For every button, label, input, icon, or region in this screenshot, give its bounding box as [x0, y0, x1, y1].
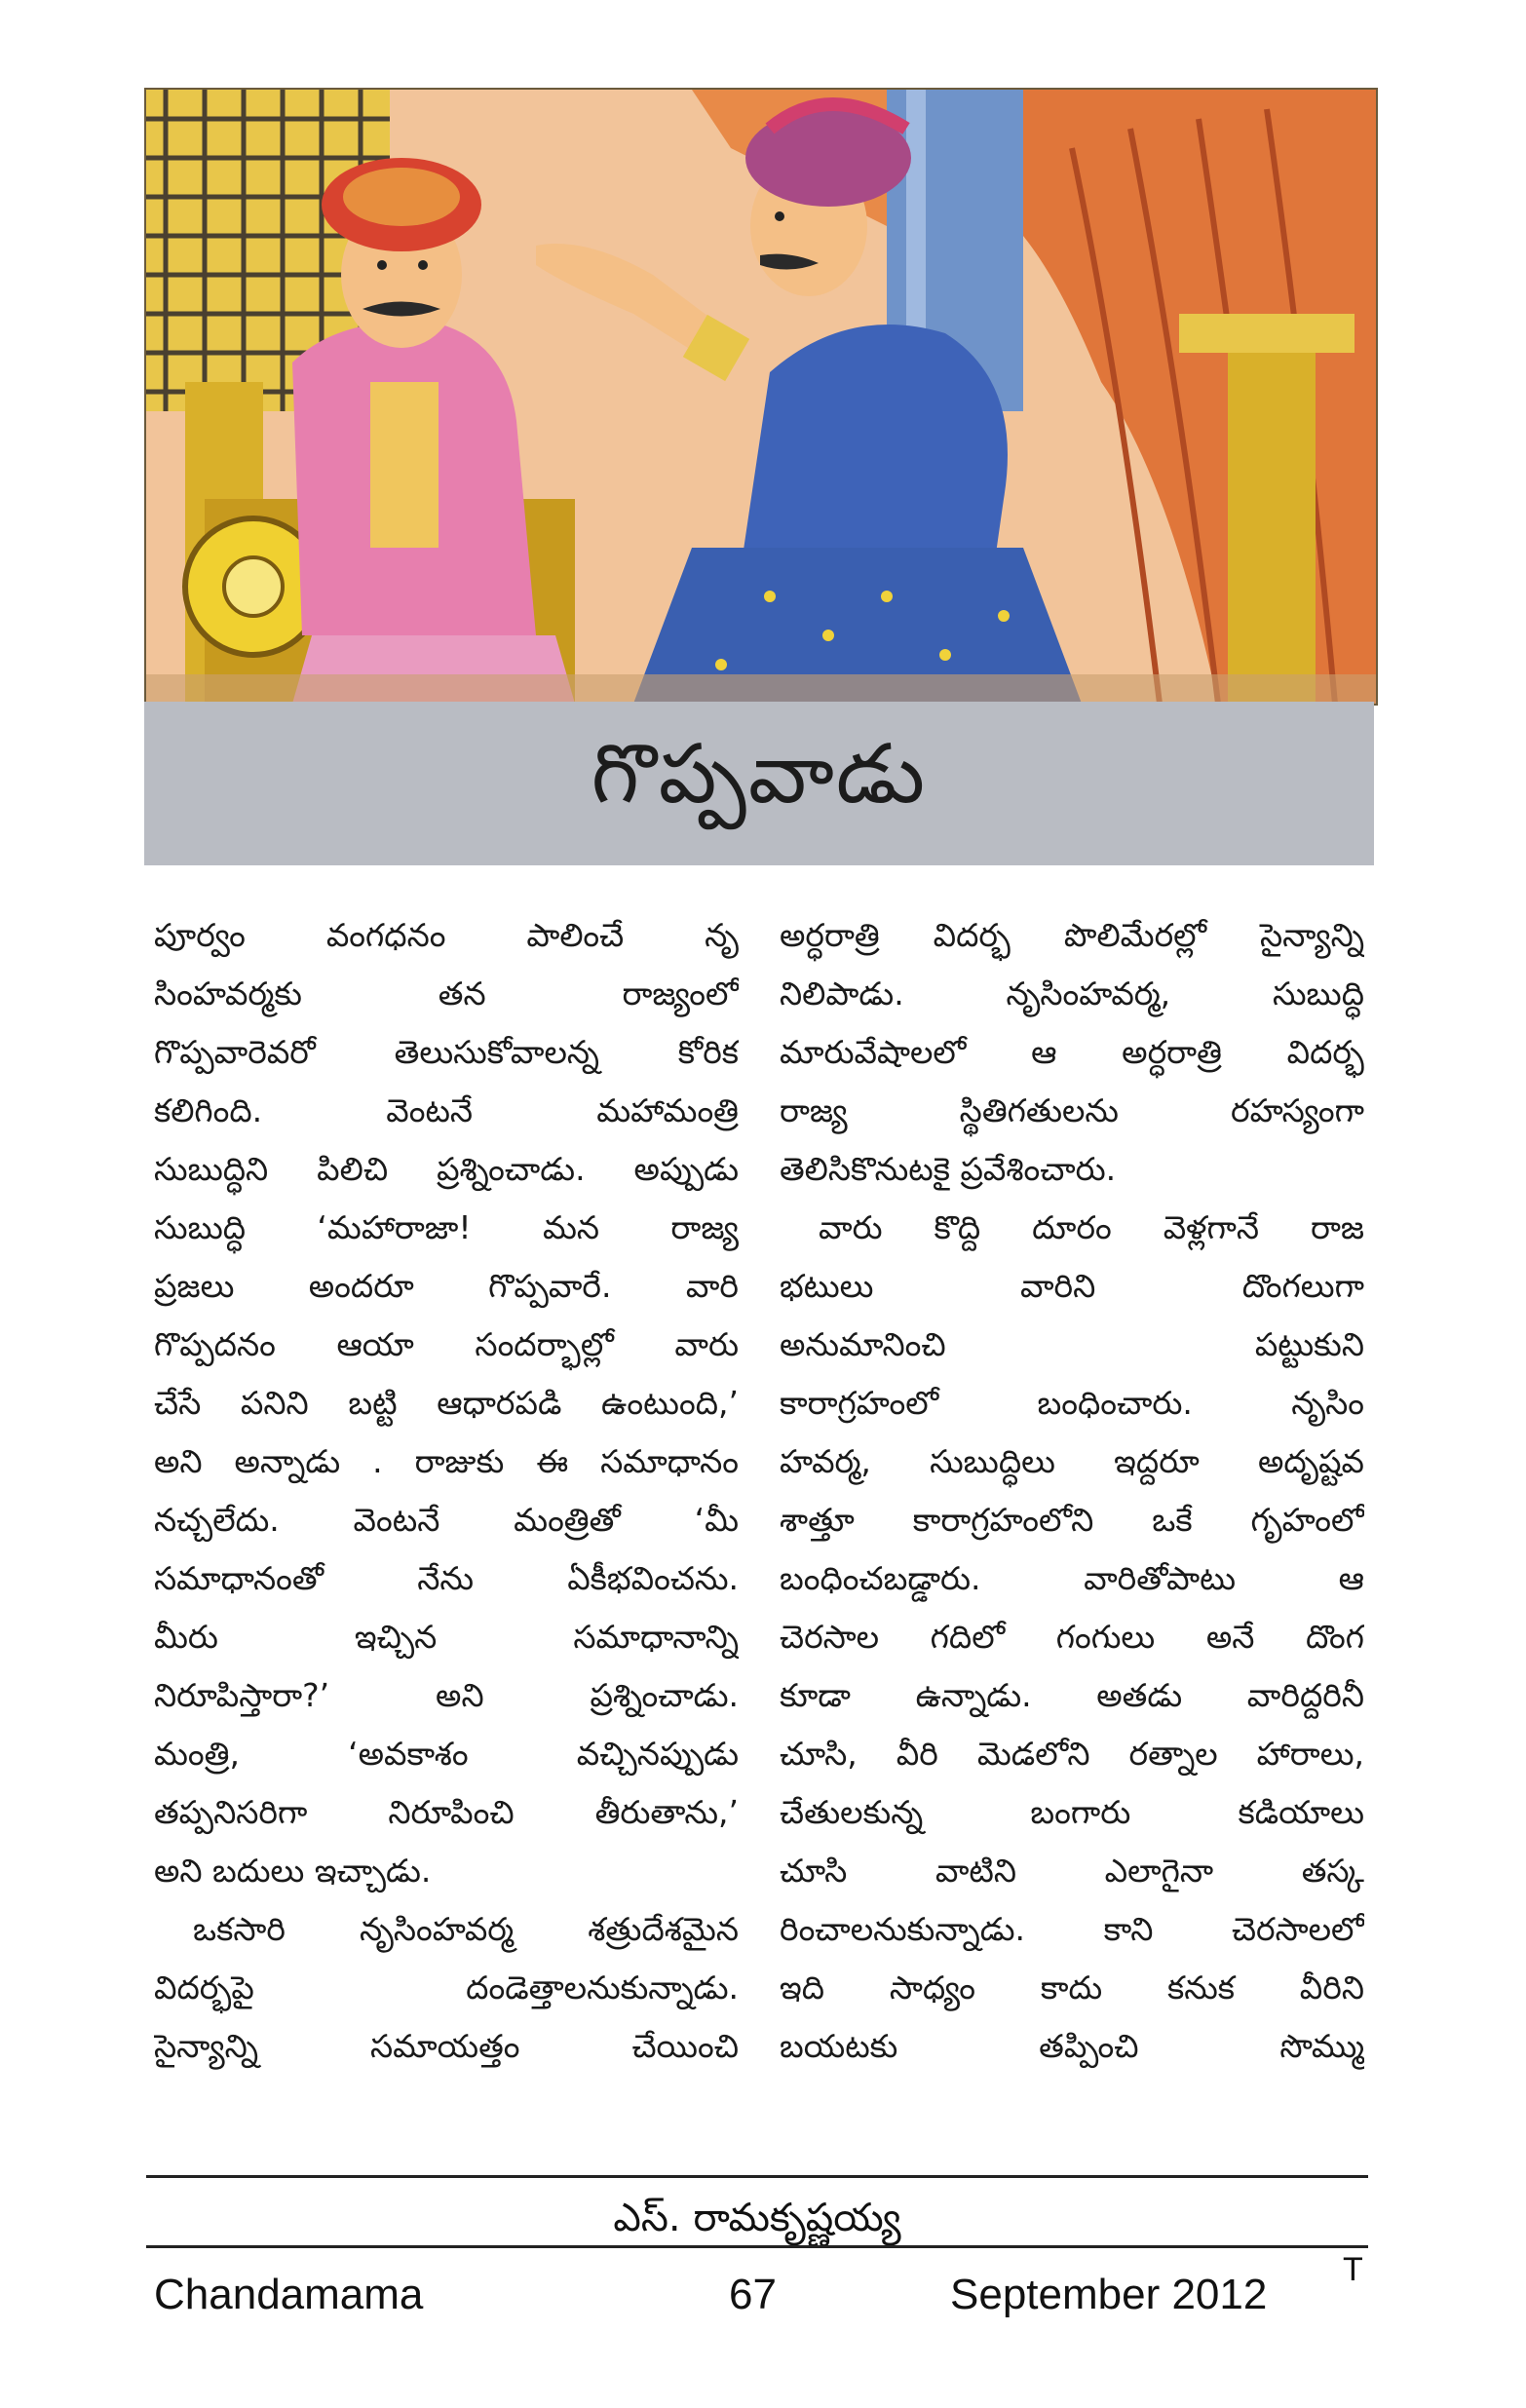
- text-line: నిరూపిస్తారా?’ అని ప్రశ్నించాడు.: [154, 1676, 739, 1714]
- text-line: గొప్పవారెవరో తెలుసుకోవాలన్న కోరిక: [154, 1033, 739, 1071]
- footer-issue-date: September 2012: [950, 2271, 1268, 2318]
- text-line: మారువేషాలలో ఆ అర్ధరాత్రి విదర్భ: [780, 1033, 1364, 1071]
- text-line: చూసి వాటిని ఎలాగైనా తస్క: [780, 1852, 1364, 1890]
- text-line: చేసే పనిని బట్టి ఆధారపడి ఉంటుంది,’: [154, 1384, 739, 1422]
- author-rule-bottom: [146, 2245, 1368, 2248]
- text-line: భటులు వారిని దొంగలుగా: [780, 1267, 1364, 1305]
- author-rule-top: [146, 2175, 1368, 2178]
- text-line: చేతులకున్న బంగారు కడియాలు: [780, 1793, 1364, 1831]
- text-line: పూర్వం వంగధనం పాలించే నృ: [154, 916, 739, 954]
- text-line: నిలిపాడు. నృసింహవర్మ, సుబుద్ధి: [780, 975, 1364, 1013]
- story-illustration: [144, 88, 1378, 706]
- text-line: ఒకసారి నృసింహవర్మ శత్రుదేశమైన: [193, 1910, 739, 1948]
- text-line: తప్పనిసరిగా నిరూపించి తీరుతాను,’: [154, 1793, 739, 1831]
- footer-magazine-name: Chandamama: [154, 2271, 424, 2318]
- story-title-band: [144, 702, 1374, 865]
- text-line: విదర్భపై దండెత్తాలనుకున్నాడు.: [154, 1968, 739, 2007]
- text-line: చూసి, వీరి మెడలోని రత్నాల హారాలు,: [780, 1735, 1364, 1773]
- text-line: నచ్చలేదు. వెంటనే మంత్రితో ‘మీ: [154, 1501, 739, 1539]
- text-line: మీరు ఇచ్చిన సమాధానాన్ని: [154, 1618, 739, 1656]
- text-column-right: [780, 906, 1364, 2076]
- footer-mark: T: [1343, 2251, 1363, 2288]
- footer-page-number: 67: [729, 2271, 777, 2318]
- story-title: గొప్పవాడు: [591, 725, 928, 822]
- text-line: సైన్యాన్ని సమాయత్తం చేయించి: [154, 2027, 739, 2065]
- text-line: అనుమానించి పట్టుకుని: [780, 1325, 1364, 1363]
- text-line: అర్ధరాత్రి విదర్భ పొలిమేరల్లో సైన్యాన్ని: [780, 916, 1364, 954]
- text-line: హవర్మ, సుబుద్ధిలు ఇద్దరూ అదృష్టవ: [780, 1442, 1364, 1480]
- text-line: కూడా ఉన్నాడు. అతడు వారిద్దరినీ: [780, 1676, 1364, 1714]
- illustration-drawing: [146, 90, 1376, 704]
- text-line: కలిగింది. వెంటనే మహామంత్రి: [154, 1091, 739, 1129]
- text-line: తెలిసికొనుటకై ప్రవేశించారు.: [780, 1150, 1117, 1188]
- text-line: రించాలనుకున్నాడు. కాని చెరసాలలో: [780, 1910, 1364, 1948]
- text-line: గొప్పదనం ఆయా సందర్భాల్లో వారు: [154, 1325, 739, 1363]
- text-line: అని అన్నాడు . రాజుకు ఈ సమాధానం: [154, 1442, 739, 1480]
- text-line: సమాధానంతో నేను ఏకీభవించను.: [154, 1559, 739, 1597]
- text-line: బంధించబడ్డారు. వారితోపాటు ఆ: [780, 1559, 1364, 1597]
- text-line: రాజ్య స్థితిగతులను రహస్యంగా: [780, 1091, 1364, 1129]
- text-line: సింహవర్మకు తన రాజ్యంలో: [154, 975, 739, 1013]
- text-line: అని బదులు ఇచ్చాడు.: [154, 1852, 432, 1890]
- text-line: శాత్తూ కారాగ్రహంలోని ఒకే గృహంలో: [780, 1501, 1364, 1539]
- author-name: ఎస్. రామకృష్ణయ్య: [613, 2196, 901, 2240]
- text-column-left: [154, 906, 739, 2076]
- text-line: సుబుద్ధి ‘మహారాజా! మన రాజ్య: [154, 1208, 739, 1246]
- text-line: ఇది సాధ్యం కాదు కనుక వీరిని: [780, 1968, 1364, 2007]
- text-line: చెరసాల గదిలో గంగులు అనే దొంగ: [780, 1618, 1364, 1656]
- text-line: మంత్రి, ‘అవకాశం వచ్చినప్పుడు: [154, 1735, 739, 1773]
- text-line: కారాగ్రహంలో బంధించారు. నృసిం: [780, 1384, 1364, 1422]
- text-line: వారు కొద్ది దూరం వెళ్లగానే రాజ: [819, 1208, 1364, 1246]
- text-line: సుబుద్ధిని పిలిచి ప్రశ్నించాడు. అప్పుడు: [154, 1150, 739, 1188]
- text-line: ప్రజలు అందరూ గొప్పవారే. వారి: [154, 1267, 739, 1305]
- text-line: బయటకు తప్పించి సొమ్ము: [780, 2027, 1364, 2065]
